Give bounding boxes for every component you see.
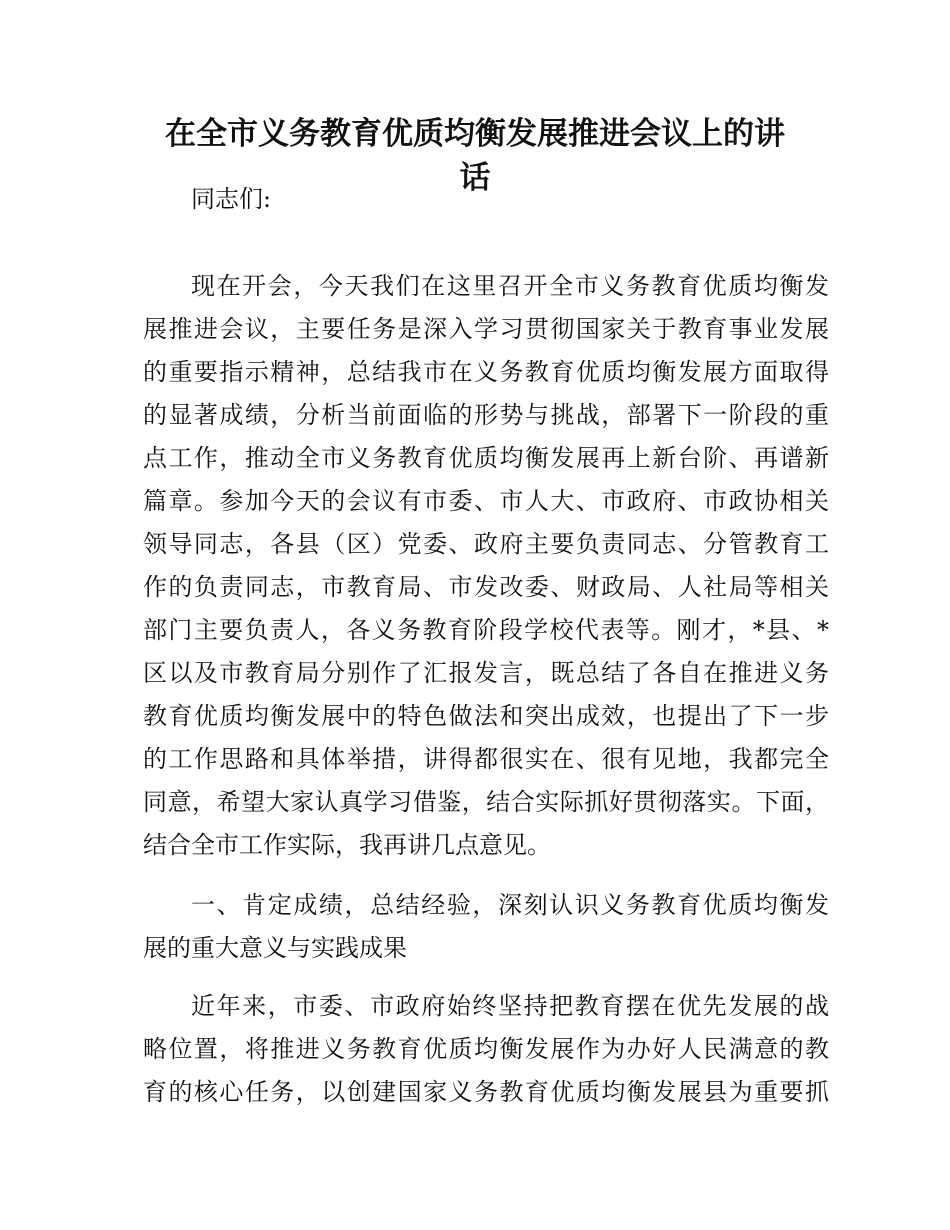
text-line: 点工作，推动全市义务教育优质均衡发展再上新台阶、再谱新 — [143, 444, 829, 472]
text-line: 现在开会，今天我们在这里召开全市义务教育优质均衡发 — [191, 272, 829, 300]
salutation: 同志们: — [191, 185, 272, 213]
title-line-1: 在全市义务教育优质均衡发展推进会议上的讲 — [165, 116, 785, 152]
text-line: 结合全市工作实际，我再讲几点意见。 — [143, 831, 551, 859]
heading-line: 一、肯定成绩，总结经验，深刻认识义务教育优质均衡发 — [191, 891, 829, 919]
text-line: 篇章。参加今天的会议有市委、市人大、市政府、市政协相关 — [143, 487, 829, 515]
text-line: 育的核心任务，以创建国家义务教育优质均衡发展县为重要抓 — [143, 1078, 829, 1106]
text-line: 区以及市教育局分别作了汇报发言，既总结了各自在推进义务 — [143, 659, 829, 687]
text-line: 的工作思路和具体举措，讲得都很实在、很有见地，我都完全 — [143, 745, 829, 773]
text-line: 的显著成绩，分析当前面临的形势与挑战，部署下一阶段的重 — [143, 401, 829, 429]
text-line: 教育优质均衡发展中的特色做法和突出成效，也提出了下一步 — [143, 702, 829, 730]
text-line: 略位置，将推进义务教育优质均衡发展作为办好人民满意的教 — [143, 1035, 829, 1063]
text-line: 展推进会议，主要任务是深入学习贯彻国家关于教育事业发展 — [143, 315, 829, 343]
text-line: 作的负责同志，市教育局、市发改委、财政局、人社局等相关 — [143, 573, 829, 601]
text-line: 的重要指示精神，总结我市在义务教育优质均衡发展方面取得 — [143, 358, 829, 386]
text-line: 部门主要负责人，各义务教育阶段学校代表等。刚才，*县、* — [143, 616, 829, 644]
text-line: 同意，希望大家认真学习借鉴，结合实际抓好贯彻落实。下面， — [143, 788, 829, 816]
text-line: 领导同志，各县（区）党委、政府主要负责同志、分管教育工 — [143, 530, 829, 558]
title-line-2: 话 — [459, 160, 491, 196]
heading-line: 展的重大意义与实践成果 — [143, 934, 407, 962]
text-line: 近年来，市委、市政府始终坚持把教育摆在优先发展的战 — [191, 992, 829, 1020]
